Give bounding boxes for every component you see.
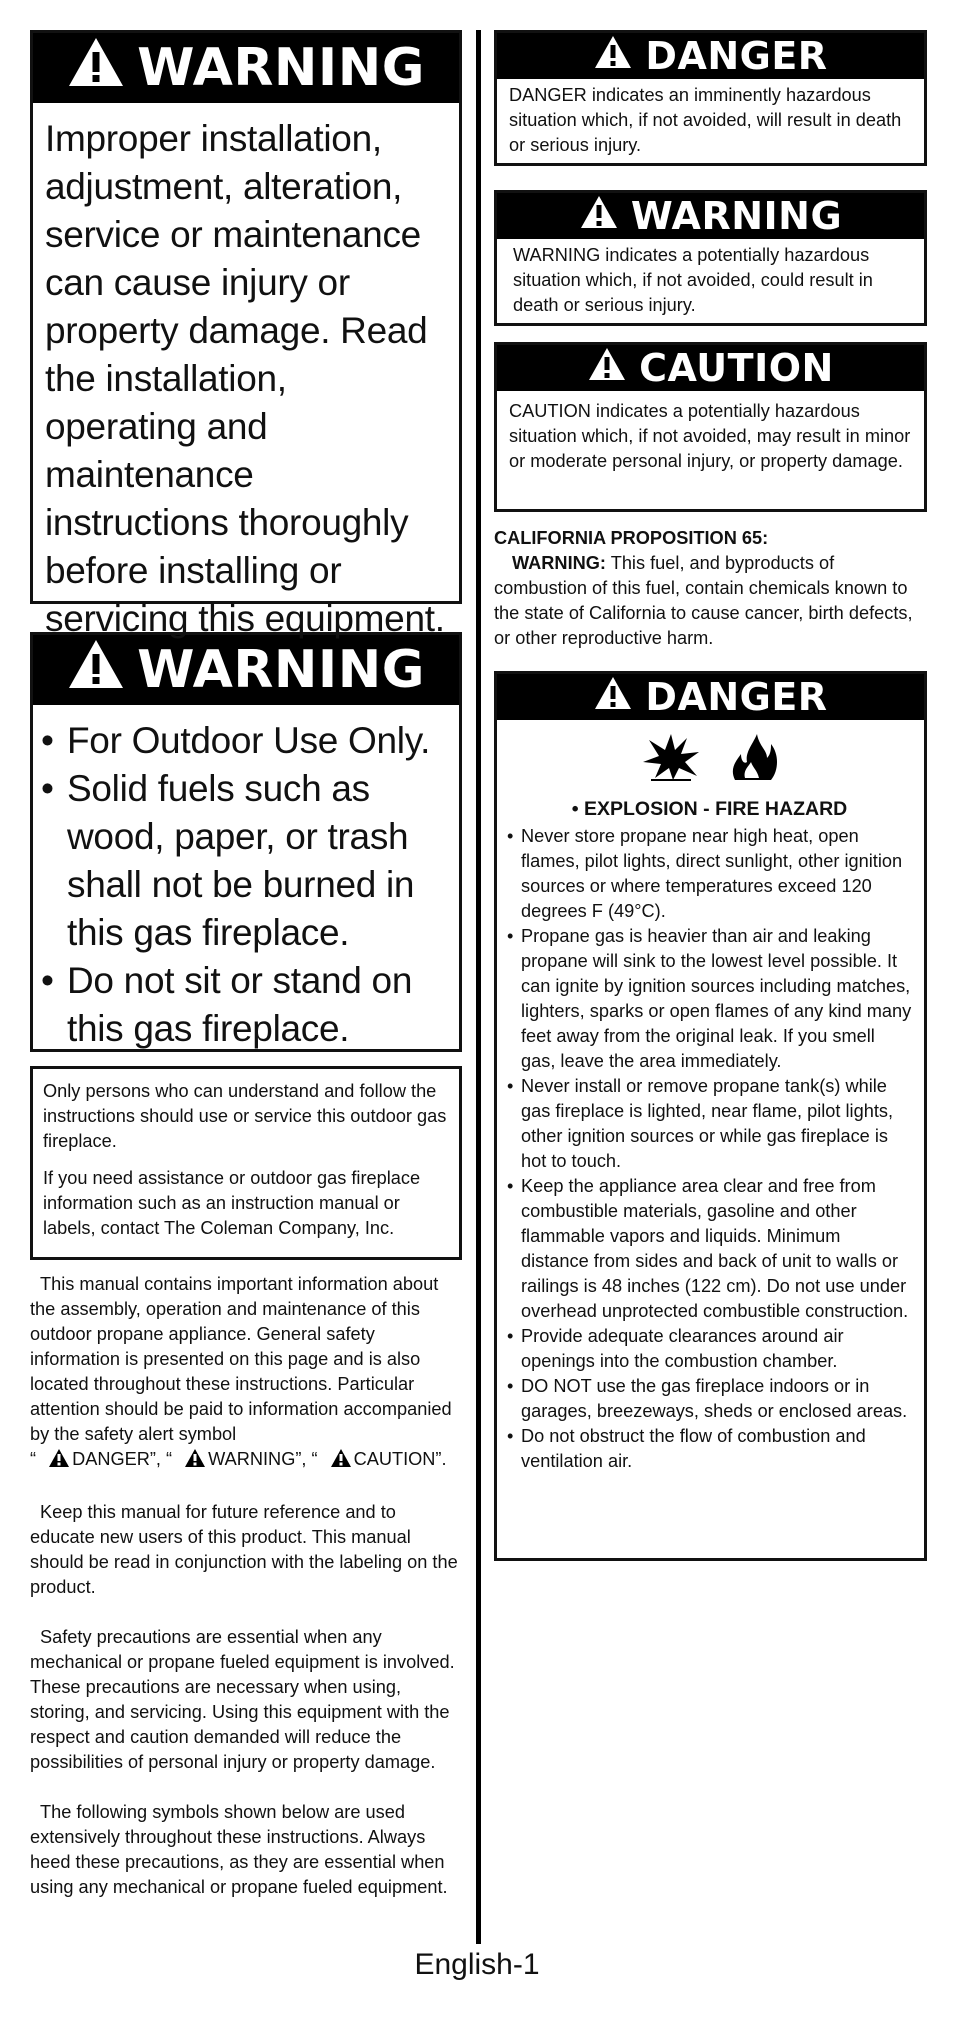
intro-paragraph: This manual contains important information about the assembly, operation and maintenance of this outdoor propane appliance. General safety information is presented on this page and is also located throughout these instructions. Particular attention should be paid to information accompanied by the safety alert symbol “ DANGER”, “ WARNING”, “ CAUTION”.: [30, 1272, 462, 1475]
warning-definition-box: [494, 190, 927, 326]
list-item: • Do not sit or stand on this gas fireplace.: [41, 957, 449, 1053]
intro-paragraph: Keep this manual for future reference and to educate new users of this product. This manual should be read in conjunction with the labeling on the product.: [30, 1502, 458, 1597]
hazard-list: [507, 824, 912, 1474]
notice-paragraph: If you need assistance or outdoor gas fireplace information such as an instruction manual or labels, contact The Coleman Company, Inc.: [43, 1168, 421, 1238]
list-item: • DO NOT use the gas fireplace indoors or in garages, breezeways, sheds or enclosed areas.: [507, 1374, 912, 1424]
warning-header: [497, 193, 924, 239]
alert-triangle-icon: [174, 1448, 206, 1475]
alert-triangle-icon: [67, 638, 125, 703]
list-item: • Do not obstruct the flow of combustion and ventilation air.: [507, 1424, 912, 1474]
list-item: • Keep the appliance area clear and free from combustible materials, gasoline and other flammable vapors and liquids. Minimum distance from sides and back of unit to walls or railings is 48 inches (122 cm). Do not use under overhead unprotected combustible construction.: [507, 1174, 912, 1324]
caution-header: [497, 345, 924, 391]
warning-text: Improper installation, adjustment, alteration, service or maintenance can cause injury or property damage. Read the installation, operating and maintenance instructions thoroughly before installing or servicing this equipment.: [45, 118, 445, 639]
danger-label: DANGER: [645, 34, 828, 78]
list-item: • Propane gas is heavier than air and leaking propane will sink to the lowest level possible. It can ignite by ignition sources including matches, lighters, sparks or open flames of any kind many feet away from the original leak. If you smell gas, leave the area immediately.: [507, 924, 912, 1074]
danger-hazard-box: [494, 671, 927, 1561]
danger-header: [497, 33, 924, 79]
warning-box-outdoor: [30, 632, 462, 1052]
explosion-icon: [641, 732, 701, 789]
caution-definition-box: [494, 342, 927, 512]
intro-text: [30, 1272, 462, 1900]
list-item: • Provide adequate clearances around air openings into the combustion chamber.: [507, 1324, 912, 1374]
column-divider: [476, 30, 481, 1944]
list-item: • For Outdoor Use Only.: [41, 717, 449, 765]
alert-triangle-icon: [593, 34, 633, 79]
intro-paragraph: Safety precautions are essential when any mechanical or propane fueled equipment is involved. These precautions are necessary when using, storing, and servicing. Using this equipment with the respect and caution demanded will reduce the possibilities of personal injury or property damage.: [30, 1627, 455, 1772]
prop65-title: CALIFORNIA PROPOSITION 65:: [494, 528, 769, 548]
alert-triangle-icon: [587, 346, 627, 391]
list-item: • Never install or remove propane tank(s) while gas fireplace is lighted, near flame, pilot lights, other ignition sources or while gas fireplace is hot to touch.: [507, 1074, 912, 1174]
danger-definition-box: [494, 30, 927, 166]
danger-header: [497, 674, 924, 720]
alert-triangle-icon: [67, 36, 125, 101]
page-number: English-1: [414, 1948, 540, 1981]
warning-header: [33, 635, 459, 705]
caution-definition-text: CAUTION indicates a potentially hazardous situation which, if not avoided, may result in minor or moderate personal injury, or property damage.: [509, 401, 911, 471]
hazard-icons: [507, 732, 912, 789]
notice-paragraph: Only persons who can understand and follow the instructions should use or service this outdoor gas fireplace.: [43, 1081, 447, 1151]
left-column: [30, 30, 462, 1900]
warning-header: [33, 33, 459, 103]
hazard-title: • EXPLOSION - FIRE HAZARD: [571, 798, 848, 820]
warning-list: [33, 705, 459, 1065]
alert-triangle-icon: [579, 194, 619, 239]
warning-label: WARNING: [137, 38, 425, 98]
warning-label: WARNING: [137, 640, 425, 700]
alert-triangle-icon: [38, 1448, 70, 1475]
danger-definition-text: DANGER indicates an imminently hazardous situation which, if not avoided, will result in death or serious injury.: [509, 85, 902, 155]
prop65-notice: [494, 526, 927, 651]
intro-paragraph: The following symbols shown below are used extensively throughout these instructions. Always heed these precautions, as they are essential when using any mechanical or propane fueled equipment.: [30, 1802, 448, 1897]
prop65-text: WARNING: This fuel, and byproducts of combustion of this fuel, contain chemicals known to the state of California to cause cancer, birth defects, or other reproductive harm.: [494, 553, 913, 648]
alert-triangle-icon: [593, 675, 633, 720]
fire-icon: [727, 732, 779, 789]
warning-label: WARNING: [630, 194, 843, 238]
alert-triangle-icon: [320, 1448, 352, 1475]
caution-label: CAUTION: [639, 346, 834, 390]
list-item: • Never store propane near high heat, open flames, pilot lights, direct sunlight, other ignition sources or where temperatures exceed 120 degrees F (49°C).: [507, 824, 912, 924]
danger-label: DANGER: [645, 675, 828, 719]
warning-definition-text: WARNING indicates a potentially hazardous situation which, if not avoided, could result in death or serious injury.: [513, 245, 873, 315]
danger-hazard-body: [497, 720, 924, 1490]
warning-box-installation: [30, 30, 462, 639]
list-item: • Solid fuels such as wood, paper, or trash shall not be burned in this gas fireplace.: [41, 765, 449, 957]
notice-box: [30, 1066, 462, 1260]
right-column: [494, 30, 927, 1561]
